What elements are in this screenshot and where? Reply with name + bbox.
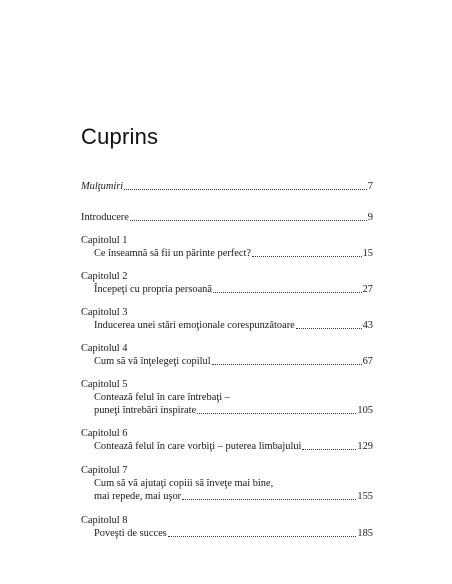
toc-page-number: 15 — [362, 248, 373, 259]
toc-entry-title: mai repede, mai uşor — [94, 491, 182, 502]
toc-entry-title: Cum să vă înţelegeţi copilul — [94, 356, 211, 367]
toc-entry-chapter-8[interactable] — [81, 527, 373, 540]
toc-entry-title: Poveşti de succes — [94, 528, 167, 539]
toc-entry-chapter-2[interactable] — [81, 283, 373, 296]
toc-entry-title: puneţi întrebări inspirate — [94, 405, 197, 416]
toc-page-number: 105 — [357, 405, 373, 416]
toc-page-number: 27 — [362, 284, 373, 295]
dot-leader — [212, 363, 362, 365]
dot-leader — [302, 448, 356, 450]
toc-entry-title: Ce înseamnă să fii un părinte perfect? — [94, 248, 251, 259]
toc-entry-chapter-3[interactable] — [81, 319, 373, 332]
dot-leader — [124, 188, 367, 190]
toc-entry-title: Începeţi cu propria persoană — [94, 284, 212, 295]
chapter-label-1: Capitolul 1 — [81, 235, 128, 246]
chapter-label-6: Capitolul 6 — [81, 428, 128, 439]
page-title: Cuprins — [81, 124, 159, 149]
toc-page-number: 185 — [357, 528, 373, 539]
toc-entry-chapter-7-line1[interactable]: Cum să vă ajutaţi copiii să înveţe mai bine, — [94, 478, 274, 489]
chapter-label-3: Capitolul 3 — [81, 307, 128, 318]
toc-page-number: 129 — [357, 441, 373, 452]
toc-entry-chapter-7[interactable] — [81, 490, 373, 503]
dot-leader — [213, 291, 362, 293]
dot-leader — [130, 219, 367, 221]
dot-leader — [182, 498, 356, 500]
toc-entry-chapter-5[interactable] — [81, 404, 373, 417]
toc-page-number: 9 — [367, 212, 373, 223]
dot-leader — [252, 255, 362, 257]
toc-entry-multumiri[interactable] — [81, 180, 373, 193]
toc-entry-title: Inducerea unei stări emoţionale corespunzătoare — [94, 320, 295, 331]
toc-entry-chapter-4[interactable] — [81, 355, 373, 368]
toc-entry-chapter-5-line1[interactable]: Contează felul în care întrebaţi – — [94, 392, 230, 403]
toc-page-number: 7 — [367, 181, 373, 192]
toc-page-number: 155 — [357, 491, 373, 502]
toc-page-number: 43 — [362, 320, 373, 331]
chapter-label-2: Capitolul 2 — [81, 271, 128, 282]
dot-leader — [296, 327, 362, 329]
chapter-label-8: Capitolul 8 — [81, 515, 128, 526]
toc-entry-chapter-6[interactable] — [81, 440, 373, 453]
toc-page-number: 67 — [362, 356, 373, 367]
chapter-label-7: Capitolul 7 — [81, 465, 128, 476]
chapter-label-5: Capitolul 5 — [81, 379, 128, 390]
toc-entry-chapter-1[interactable] — [81, 247, 373, 260]
chapter-label-4: Capitolul 4 — [81, 343, 128, 354]
dot-leader — [168, 535, 357, 537]
toc-entry-title: Mulţumiri — [81, 181, 124, 192]
dot-leader — [197, 412, 356, 414]
toc-entry-title: Contează felul în care vorbiţi – puterea limbajului — [94, 441, 302, 452]
toc-entry-introducere[interactable] — [81, 211, 373, 224]
toc-entry-title: Introducere — [81, 212, 129, 223]
